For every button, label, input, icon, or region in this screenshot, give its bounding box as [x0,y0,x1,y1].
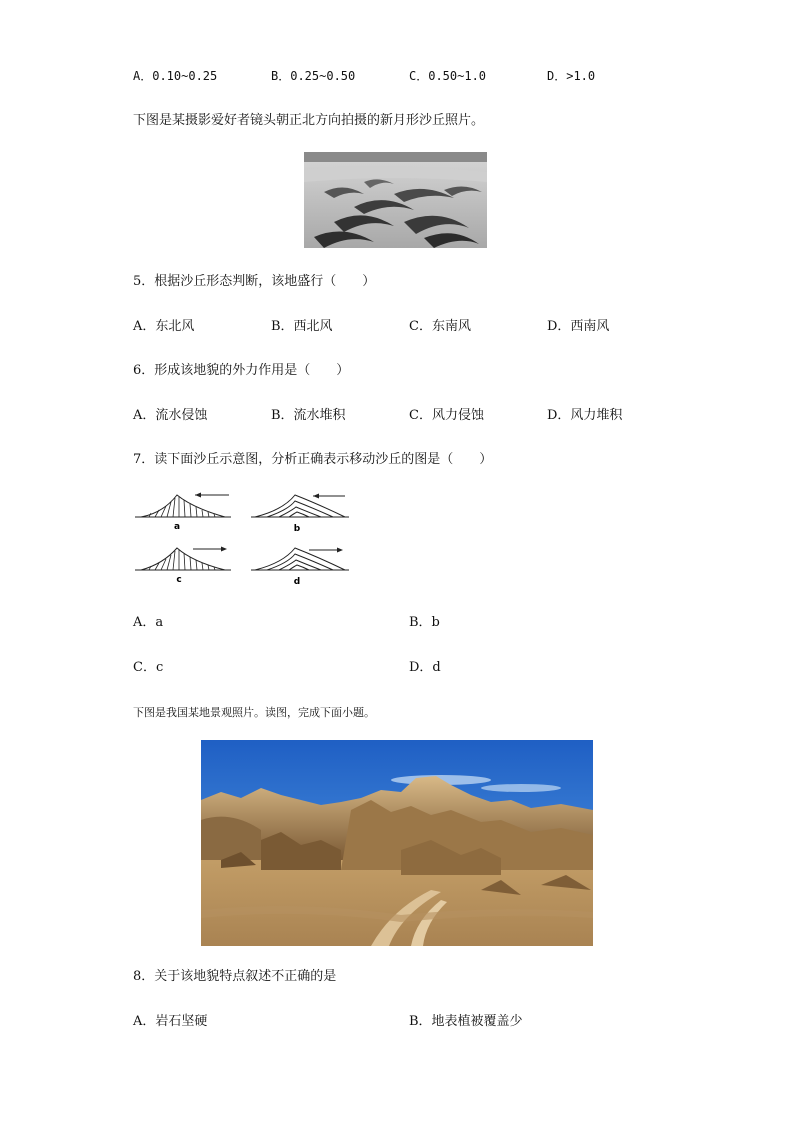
intro-dune-text: 下图是某摄影爱好者镜头朝正北方向拍摄的新月形沙丘照片。 [133,113,485,128]
q5-stem: 5．根据沙丘形态判断，该地盛行（ ） [133,274,376,289]
q7-option-a: A．a [133,615,164,630]
dune-label-c: c [176,575,182,585]
dune-diagram-svg [133,486,353,586]
dune-diagram-figure [133,486,353,586]
q6-option-c: C．风力侵蚀 [409,408,484,423]
q4-option-a: A．0.10~0.25 [133,69,218,83]
q6-option-a: A．流水侵蚀 [133,408,208,423]
q6-option-d: D．风力堆积 [547,408,623,423]
q4-option-d: D．>1.0 [547,69,596,83]
q7-option-d: D．d [409,660,441,675]
dune-label-a: a [173,522,181,532]
q5-option-b: B．西北风 [271,319,333,334]
q8-option-a: A．岩石坚硬 [133,1014,208,1029]
q5-option-c: C．东南风 [409,319,471,334]
crescent-dune-photo [304,152,487,248]
q7-option-b: B．b [409,615,440,630]
q6-stem: 6．形成该地貌的外力作用是（ ） [133,363,350,378]
q4-option-b: B．0.25~0.50 [271,69,356,83]
q5-option-d: D．西南风 [547,319,610,334]
dune-diagram-c [135,547,231,571]
yardang-landscape-photo [201,740,593,946]
q8-stem: 8．关于该地貌特点叙述不正确的是 [133,969,337,984]
q7-stem: 7．读下面沙丘示意图，分析正确表示移动沙丘的图是（ ） [133,452,493,467]
q7-option-c: C．c [133,660,164,675]
q5-option-a: A．东北风 [133,319,195,334]
q6-option-b: B．流水堆积 [271,408,346,423]
dune-diagram-b [251,494,349,518]
q4-option-c: C．0.50~1.0 [409,69,487,83]
q8-option-b: B．地表植被覆盖少 [409,1014,523,1029]
dune-diagram-a [135,493,231,518]
dune-label-b: b [293,524,301,534]
dune-diagram-d [251,548,349,571]
dune-label-d: d [293,577,301,586]
intro-landscape-text: 下图是我国某地景观照片。读图，完成下面小题。 [133,706,375,719]
